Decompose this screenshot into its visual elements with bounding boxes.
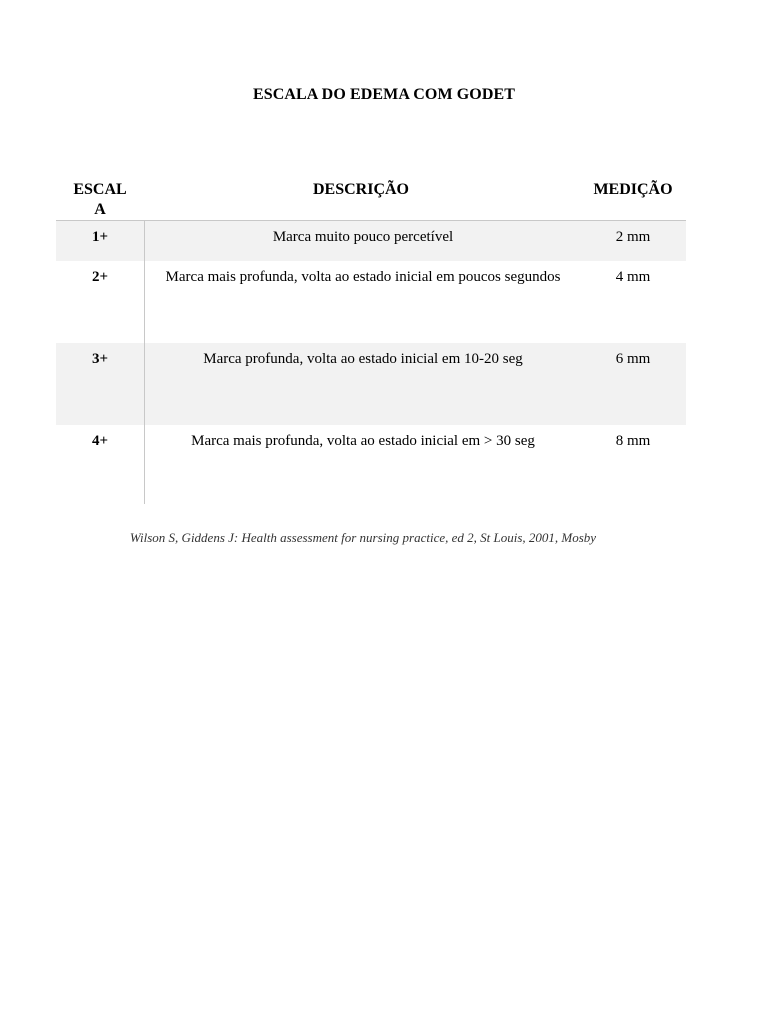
table-row xyxy=(56,343,686,425)
table-header-row xyxy=(56,176,686,221)
row-measurement: 6 mm xyxy=(615,351,651,367)
table-row xyxy=(56,261,686,343)
row-measurement: 4 mm xyxy=(615,269,651,285)
header-scale: ESCALA xyxy=(73,181,127,218)
page-title: ESCALA DO EDEMA COM GODET xyxy=(252,86,516,103)
row-scale: 2+ xyxy=(91,269,109,285)
row-description: Marca profunda, volta ao estado inicial em 10-20 seg xyxy=(203,351,523,367)
edema-scale-table xyxy=(56,176,686,505)
row-scale: 4+ xyxy=(91,433,109,449)
header-description: DESCRIÇÃO xyxy=(312,181,409,198)
row-scale: 1+ xyxy=(91,229,109,245)
table-row xyxy=(56,425,686,505)
header-measurement: MEDIÇÃO xyxy=(593,181,673,198)
row-description: Marca muito pouco percetível xyxy=(272,229,454,245)
row-description: Marca mais profunda, volta ao estado inicial em poucos segundos xyxy=(165,269,561,285)
row-description: Marca mais profunda, volta ao estado inicial em > 30 seg xyxy=(191,433,535,449)
table-row xyxy=(56,221,686,261)
row-measurement: 8 mm xyxy=(615,433,651,449)
column-divider xyxy=(144,220,145,504)
source-citation: Wilson S, Giddens J: Health assessment for nursing practice, ed 2, St Louis, 2001, Mosby xyxy=(129,530,597,545)
row-scale: 3+ xyxy=(91,351,109,367)
row-measurement: 2 mm xyxy=(615,229,651,245)
